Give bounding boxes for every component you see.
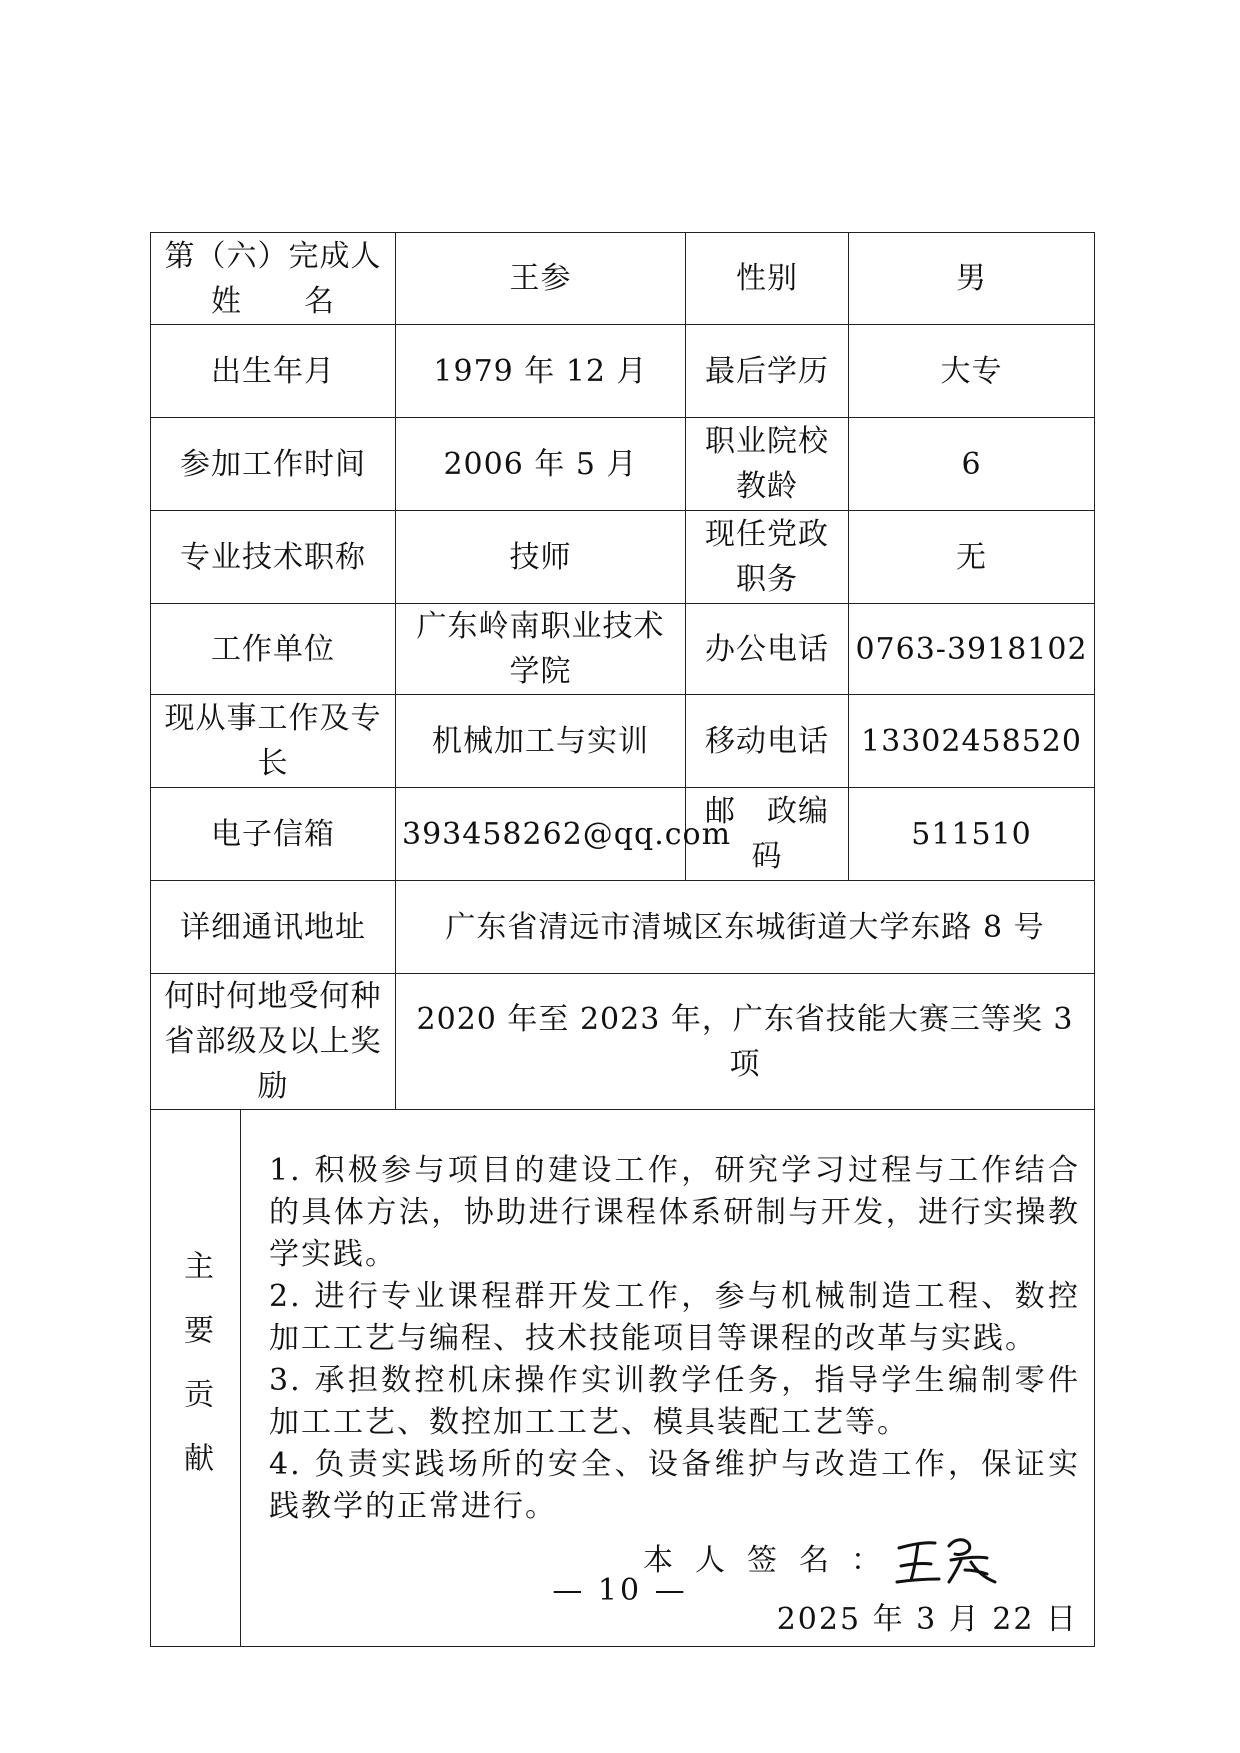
row-title — [151, 511, 1095, 604]
title-value: 技师 — [396, 511, 686, 604]
email-value: 393458262@qq.com — [396, 788, 686, 881]
current-work-label: 现从事工作及专长 — [151, 695, 396, 788]
row-address — [151, 881, 1095, 974]
address-label: 详细通讯地址 — [151, 881, 396, 974]
row-name — [151, 233, 1095, 325]
contrib-item: 2. 进行专业课程群开发工作，参与机械制造工程、数控加工工艺与编程、技术技能项目等课程的改革与实践。 — [269, 1279, 1080, 1356]
row-email — [151, 788, 1095, 881]
post-label: 现任党政职务 — [686, 511, 849, 604]
contrib-list — [269, 1150, 1080, 1528]
contrib-cell — [241, 1110, 1095, 1647]
name-label: 第（六）完成人姓 名 — [151, 233, 396, 325]
office-phone-value: 0763-3918102 — [849, 604, 1095, 695]
contrib-item: 4. 负责实践场所的安全、设备维护与改造工作，保证实践教学的正常进行。 — [269, 1447, 1080, 1524]
signature-label: 本人签名： — [643, 1542, 903, 1578]
work-start-label: 参加工作时间 — [151, 418, 396, 511]
birth-label: 出生年月 — [151, 325, 396, 418]
office-phone-label: 办公电话 — [686, 604, 849, 695]
gender-label: 性别 — [686, 233, 849, 325]
teaching-years-value: 6 — [849, 418, 1095, 511]
edu-value: 大专 — [849, 325, 1095, 418]
edu-label: 最后学历 — [686, 325, 849, 418]
email-label: 电子信箱 — [151, 788, 396, 881]
employer-value: 广东岭南职业技术学院 — [396, 604, 686, 695]
current-work-value: 机械加工与实训 — [396, 695, 686, 788]
row-award — [151, 974, 1095, 1110]
signature-date: 2025 年 3 月 22 日 — [776, 1602, 1078, 1637]
contrib-item: 3. 承担数控机床操作实训教学任务，指导学生编制零件加工工艺、数控加工工艺、模具装配工艺等。 — [269, 1363, 1080, 1440]
postcode-label: 邮 政编 码 — [686, 788, 849, 881]
contrib-wrap — [241, 1110, 1094, 1646]
page-number: — 10 — — [552, 1573, 688, 1608]
info-table — [150, 232, 1095, 1647]
info-form — [150, 232, 1094, 1647]
contrib-label: 主要贡献 — [178, 1250, 213, 1506]
row-birth — [151, 325, 1095, 418]
name-value: 王参 — [396, 233, 686, 325]
row-current-work — [151, 695, 1095, 788]
work-start-value: 2006 年 5 月 — [396, 418, 686, 511]
gender-value: 男 — [849, 233, 1095, 325]
row-employer — [151, 604, 1095, 695]
employer-label: 工作单位 — [151, 604, 396, 695]
mobile-value: 13302458520 — [849, 695, 1095, 788]
row-work-start — [151, 418, 1095, 511]
mobile-label: 移动电话 — [686, 695, 849, 788]
address-value: 广东省清远市清城区东城街道大学东路 8 号 — [396, 881, 1095, 974]
contrib-label-cell — [151, 1110, 241, 1647]
award-label: 何时何地受何种省部级及以上奖励 — [151, 974, 396, 1110]
award-value: 2020 年至 2023 年，广东省技能大赛三等奖 3 项 — [396, 974, 1095, 1110]
title-label: 专业技术职称 — [151, 511, 396, 604]
postcode-value: 511510 — [849, 788, 1095, 881]
post-value: 无 — [849, 511, 1095, 604]
birth-value: 1979 年 12 月 — [396, 325, 686, 418]
contrib-item: 1. 积极参与项目的建设工作，研究学习过程与工作结合的具体方法，协助进行课程体系研制与开发，进行实操教学实践。 — [269, 1153, 1080, 1272]
teaching-years-label: 职业院校教龄 — [686, 418, 849, 511]
row-contributions — [151, 1110, 1095, 1647]
